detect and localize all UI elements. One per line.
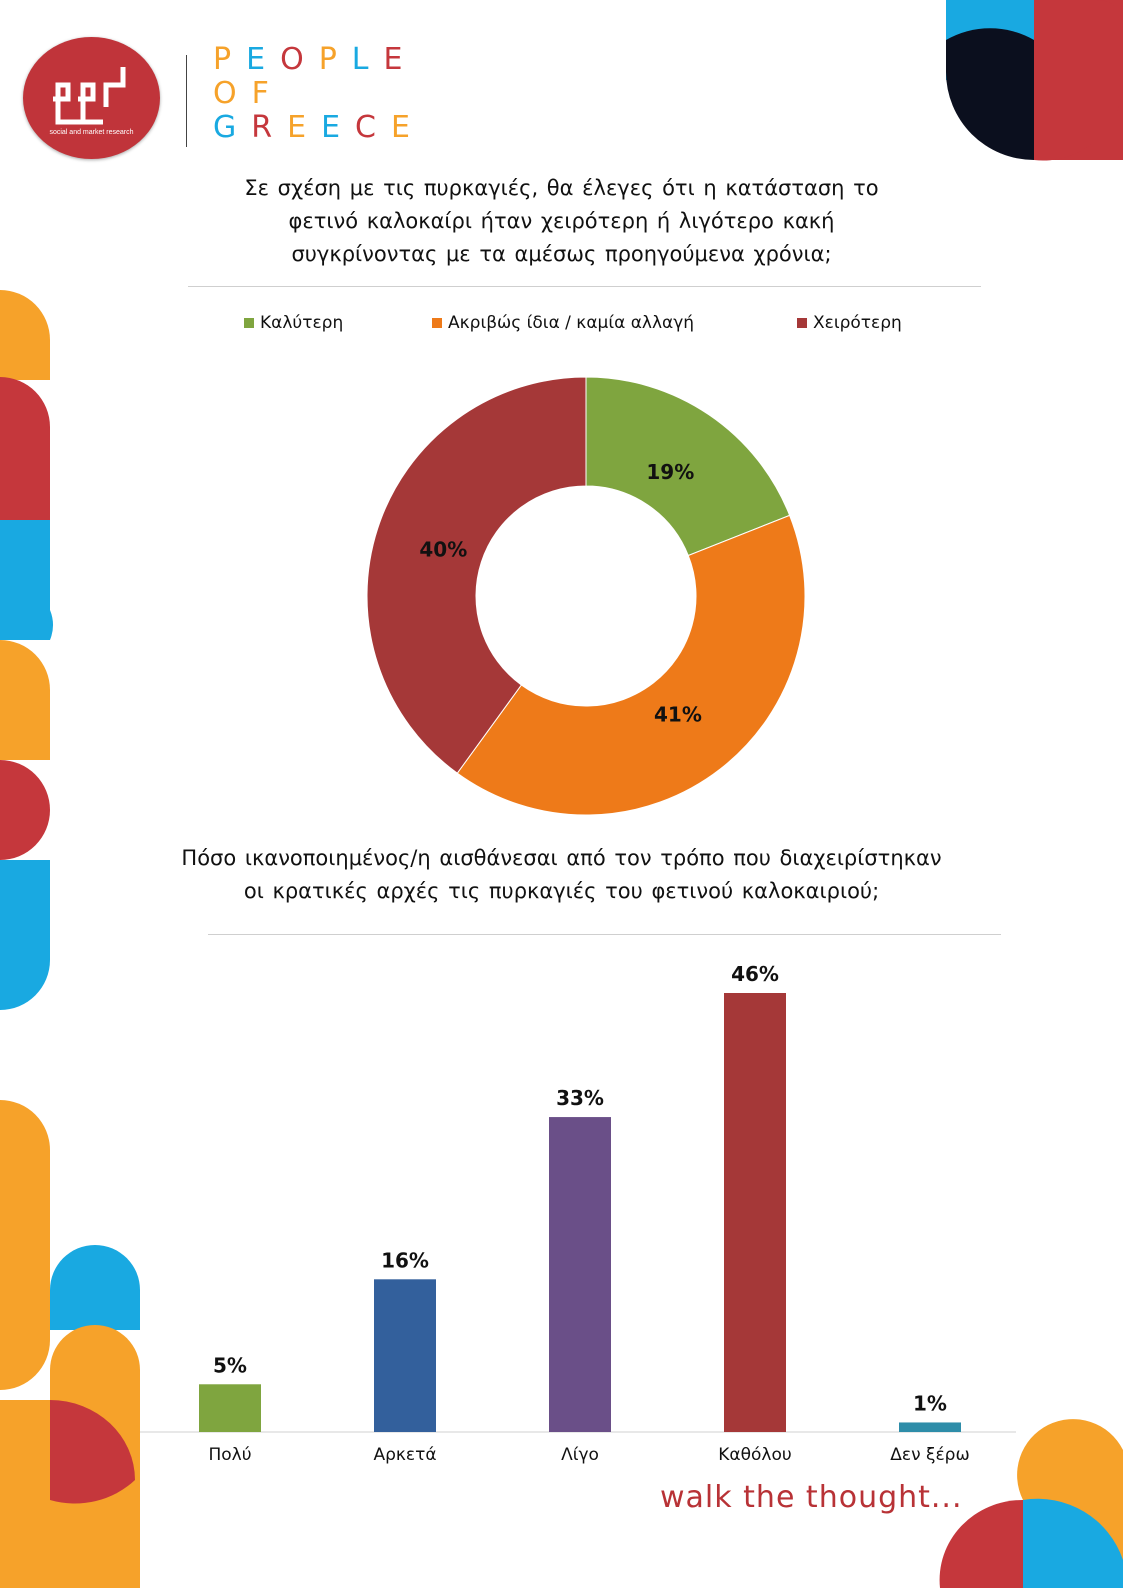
bar-value-label: 33% <box>556 1086 604 1111</box>
brand-letter: F <box>251 76 284 111</box>
brand-letter: E <box>287 110 322 145</box>
tagline: walk the thought... <box>660 1480 963 1515</box>
category-label: Λίγο <box>561 1445 599 1465</box>
bar <box>374 1279 436 1432</box>
bar-value-label: 46% <box>731 962 779 986</box>
category-label: Δεν ξέρω <box>890 1445 970 1465</box>
brand-letter: P <box>318 42 352 77</box>
bar-value-label: 1% <box>913 1391 947 1416</box>
brand-letter: L <box>351 42 384 77</box>
brand-letter: E <box>246 42 281 77</box>
brand-letter: E <box>383 42 418 77</box>
donut-question-line: συγκρίνοντας με τα αμέσως προηγούμενα χρόνια; <box>291 242 832 266</box>
bar <box>899 1422 961 1432</box>
bar-value-label: 5% <box>213 1353 247 1378</box>
logo-tagline: social and market research <box>49 129 134 136</box>
brand-letter: O <box>213 76 252 111</box>
donut-value-label: 40% <box>419 537 468 562</box>
donut-value-label: 41% <box>653 702 702 727</box>
bar <box>199 1384 261 1432</box>
bar-value-label: 16% <box>381 1248 429 1273</box>
donut-value-label: 19% <box>646 459 695 484</box>
bar <box>724 993 786 1432</box>
brand-letter: E <box>391 110 425 145</box>
brand-letter: R <box>251 110 288 145</box>
category-label: Καθόλου <box>718 1445 792 1465</box>
bar-question-line: Πόσο ικανοποιημένος/η αισθάνεσαι από τον τρόπο που διαχειρίστηκαν <box>181 846 942 870</box>
brand-letter: G <box>213 110 252 145</box>
legend-label: Ακριβώς ίδια / καμία αλλαγή <box>448 313 695 333</box>
bar-question-line: οι κρατικές αρχές τις πυρκαγιές του φετινού καλοκαιριού; <box>243 879 880 903</box>
bar <box>549 1117 611 1432</box>
legend-label: Καλύτερη <box>260 313 344 333</box>
category-label: Αρκετά <box>373 1445 437 1465</box>
brand-letter: P <box>213 42 247 77</box>
category-label: Πολύ <box>208 1445 252 1465</box>
brand-letter: C <box>355 110 391 145</box>
legend-label: Χειρότερη <box>813 313 902 333</box>
brand-letter: O <box>280 42 319 77</box>
donut-question-line: φετινό καλοκαίρι ήταν χειρότερη ή λιγότερο κακή <box>288 209 835 233</box>
donut-question-line: Σε σχέση με τις πυρκαγιές, θα έλεγες ότι η κατάσταση το <box>244 176 879 200</box>
brand-letter: E <box>321 110 356 145</box>
